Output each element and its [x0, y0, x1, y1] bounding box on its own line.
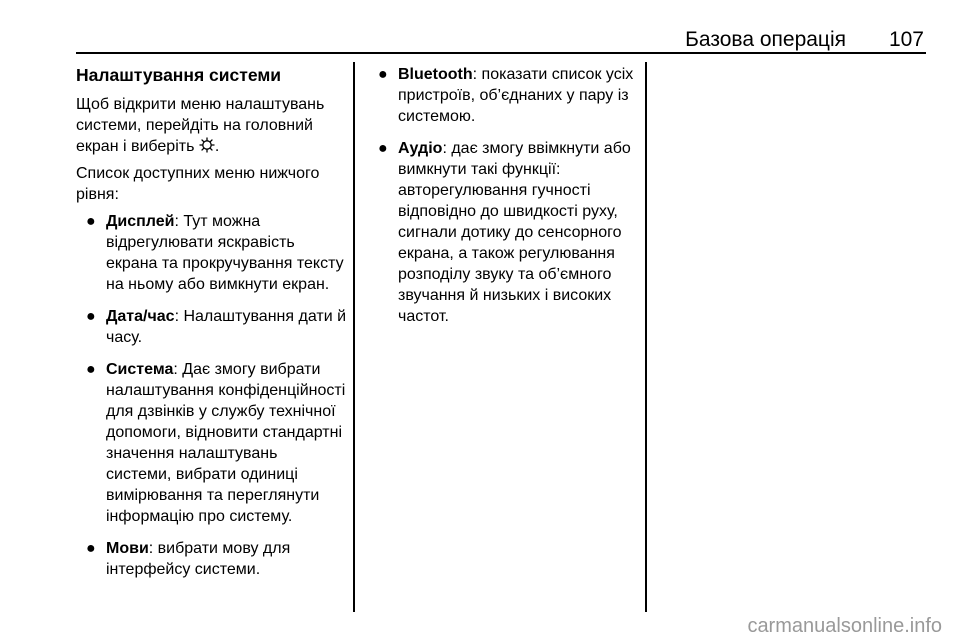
item-text: : Тут можна відрегулювати яскравість екрана та прокручування тексту на ньому або вимкнути екран.: [106, 213, 344, 293]
page-number: 107: [888, 28, 924, 51]
item-text: : показати список усіх пристроїв, об’єднаних у пару із системою.: [398, 66, 634, 125]
list-item: [368, 64, 638, 127]
item-term: Система: [106, 361, 174, 378]
item-text: : Дає змогу вибрати налаштування конфіденційності для дзвінків у службу технічної допомоги, відновити стандартні значення налаштувань системи, вибрати одиниці вимірювання та переглянути інформацію про систему.: [106, 361, 346, 525]
item-text: : Налаштування дати й часу.: [106, 308, 347, 346]
header-rule: [76, 52, 926, 54]
list-item: [76, 306, 346, 348]
column-divider-left: [353, 62, 355, 612]
list-item: [76, 211, 346, 295]
gear-icon: [199, 137, 215, 153]
item-term: Дата/час: [106, 308, 175, 325]
list-item: [368, 138, 638, 327]
watermark: carmanualsonline.info: [747, 615, 942, 637]
intro-period: .: [214, 138, 220, 155]
list-item: [76, 538, 346, 580]
column-divider-right: [645, 62, 647, 612]
item-term: Bluetooth: [398, 66, 473, 83]
bullet: ●: [86, 361, 96, 378]
menu-list-continued: [368, 64, 638, 327]
intro-text: Щоб відкрити меню налаштувань системи, перейдіть на головний екран і виберіть: [76, 96, 325, 155]
intro-paragraph: [76, 94, 346, 157]
column-left: [76, 64, 346, 591]
bullet: ●: [86, 540, 96, 557]
menu-list: [76, 211, 346, 580]
column-right: [368, 64, 638, 338]
item-text: : дає змогу ввімкнути або вимкнути такі функції: авторегулювання гучності відповідно до швидкості руху, сигнали дотику до сенсорного екрана, а також регулювання розподілу звуку та об’ємного звучання й низьких і високих частот.: [398, 140, 631, 325]
list-intro: Список доступних меню нижчого рівня:: [76, 165, 320, 203]
bullet: ●: [378, 140, 388, 157]
list-item: [76, 359, 346, 527]
bullet: ●: [378, 66, 388, 83]
item-term: Аудіо: [398, 140, 443, 157]
section-heading: Налаштування системи: [76, 65, 282, 85]
header-title: Базова операція: [685, 28, 846, 51]
item-text: : вибрати мову для інтерфейсу системи.: [106, 540, 291, 578]
item-term: Дисплей: [106, 213, 175, 230]
bullet: ●: [86, 213, 96, 230]
item-term: Мови: [106, 540, 149, 557]
page-header: [76, 28, 926, 50]
bullet: ●: [86, 308, 96, 325]
